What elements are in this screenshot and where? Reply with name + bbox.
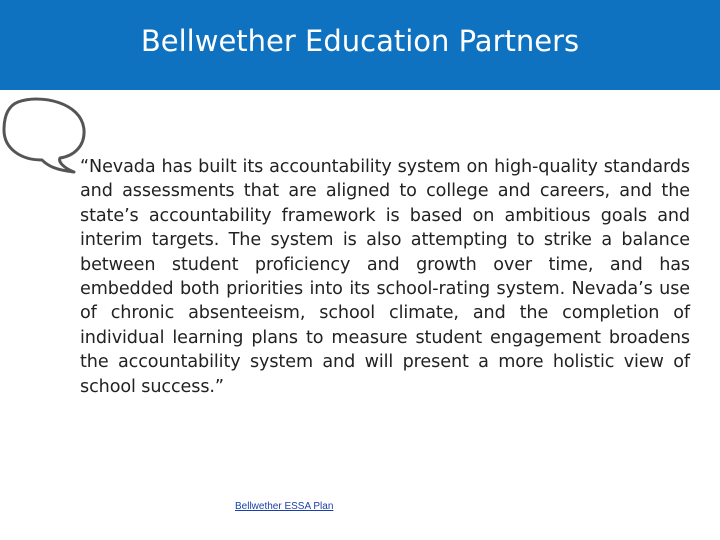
title-bar (0, 0, 720, 90)
speech-bubble-icon (0, 96, 90, 174)
slide-title: Bellwether Education Partners (140, 24, 580, 58)
source-link[interactable]: Bellwether ESSA Plan (235, 501, 334, 512)
quote-text: “Nevada has built its accountability system on high-quality standards and assessments that are aligned to college and careers, and the state’s accountability framework is based on ambitious goals and interim targets. The system is also attempting to strike a balance between student proficiency and growth over time, and has embedded both priorities into its school-rating system. Nevada’s use of chronic absenteeism, school climate, and the completion of individual learning plans to measure student engagement broadens the accountability system and will present a more holistic view of school success.” (80, 157, 690, 397)
